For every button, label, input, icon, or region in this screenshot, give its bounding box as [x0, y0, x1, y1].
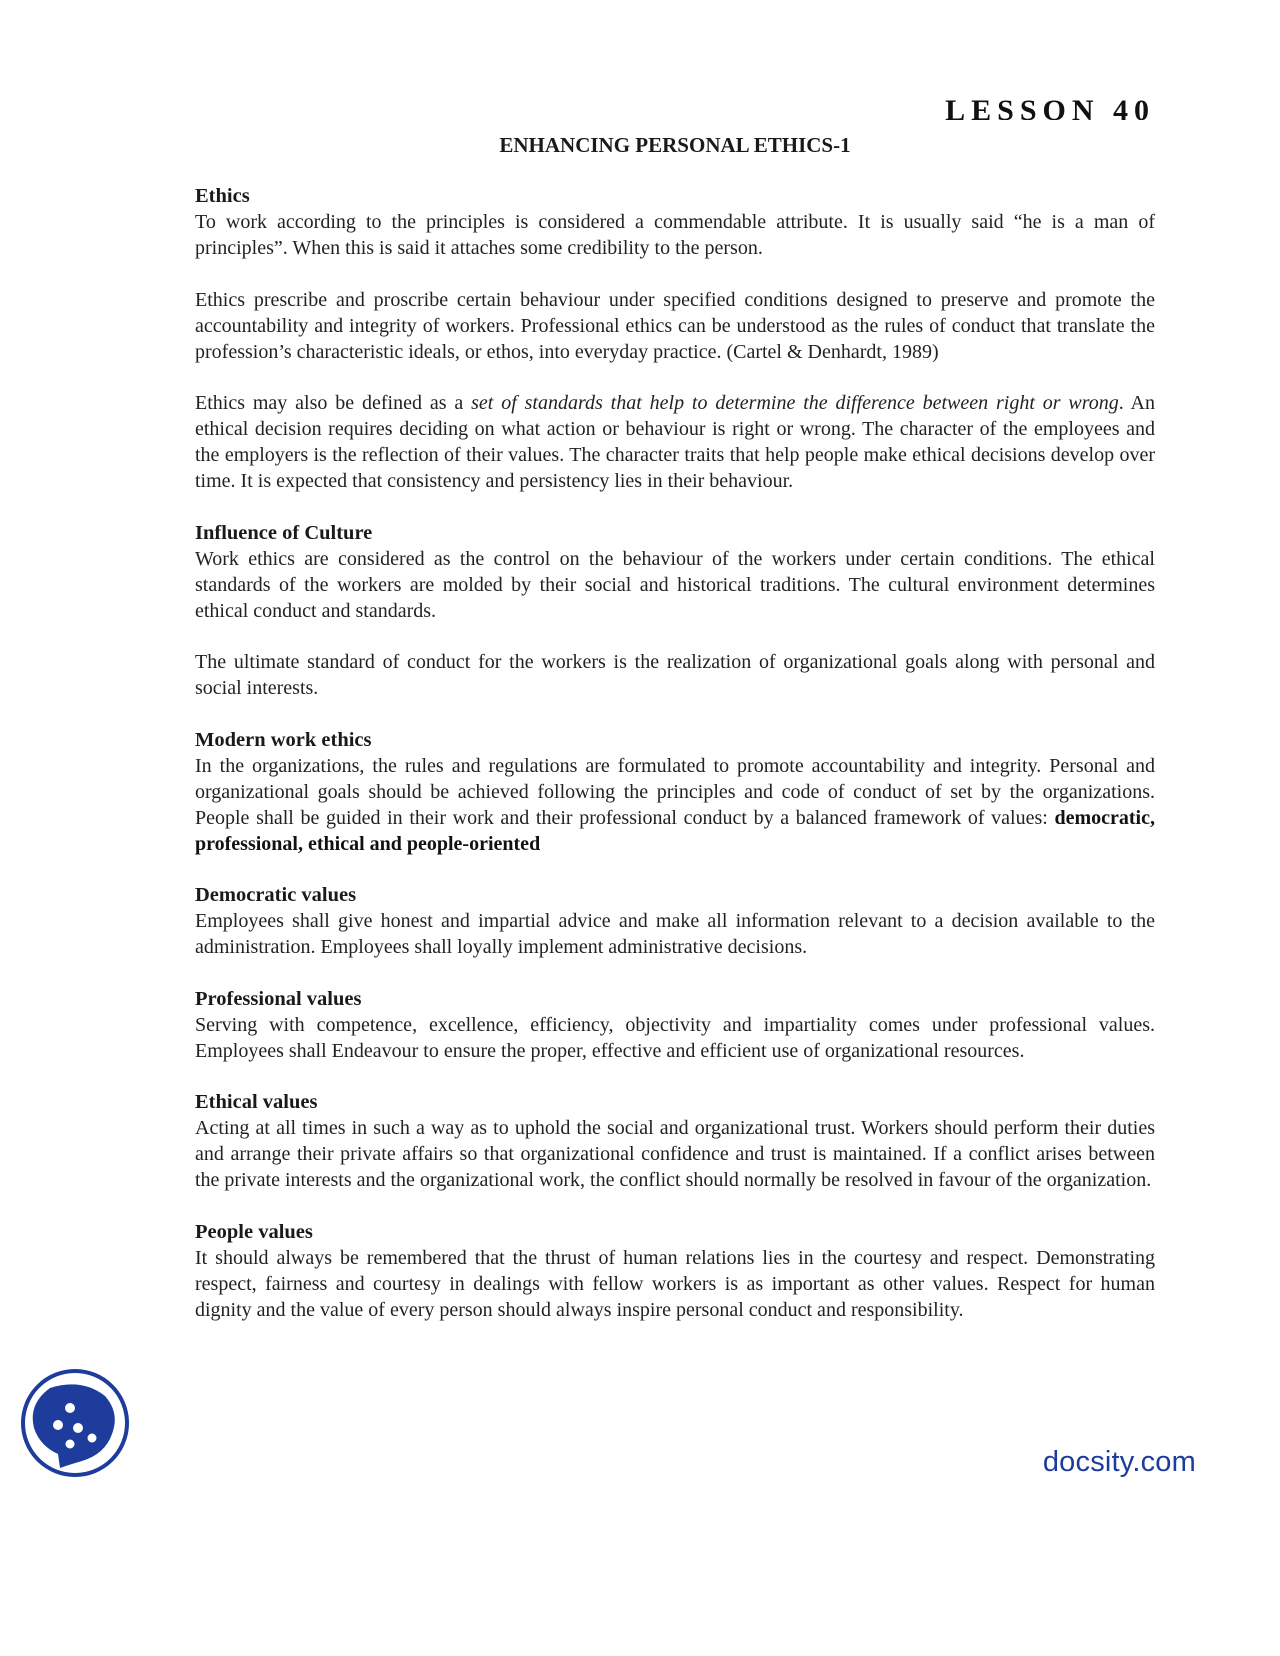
docsity-logo-icon[interactable] — [20, 1368, 130, 1478]
section-heading-democratic: Democratic values — [195, 884, 357, 906]
paragraph: Employees shall give honest and impartial advice and make all information relevant to a decision available to the administration. Employees shall loyally implement administrative decisions. — [195, 910, 1155, 958]
section-democratic — [195, 882, 1155, 960]
section-culture — [195, 520, 1155, 702]
paragraph: Acting at all times in such a way as to uphold the social and organizational trust. Workers should perform their duties and arrange their private affairs so that organizational confidence and trust is maintained. If a conflict arises between the private interests and the organizational work, the conflict should normally be resolved in favour of the organization. — [195, 1117, 1155, 1191]
section-heading-modern: Modern work ethics — [195, 728, 372, 751]
paragraph: To work according to the principles is considered a commendable attribute. It is usually said “he is a man of principles”. When this is said it attaches some credibility to the person. — [195, 211, 1155, 259]
paragraph: Work ethics are considered as the control on the behaviour of the workers under certain conditions. The ethical standards of the workers are molded by their social and historical traditions. The cultural environment determines ethical conduct and standards. — [195, 547, 1155, 622]
section-heading-ethics: Ethics — [195, 185, 250, 207]
paragraph: Ethics prescribe and proscribe certain behaviour under specified conditions designed to preserve and promote the accountability and integrity of workers. Professional ethics can be understood as the rules of conduct that translate the profession’s characteristic ideals, or ethos, into everyday practice. (Cartel & Denhardt, 1989) — [195, 288, 1155, 363]
section-heading-professional: Professional values — [195, 987, 362, 1010]
docsity-brand-link[interactable]: docsity.com — [1042, 1446, 1196, 1478]
section-heading-culture: Influence of Culture — [195, 521, 373, 544]
paragraph: The ultimate standard of conduct for the workers is the realization of organizational goals along with personal and social interests. — [195, 651, 1155, 699]
section-ethics — [195, 183, 1155, 494]
paragraph — [195, 753, 1155, 857]
paragraph-text: Ethics may also be defined as a — [195, 392, 472, 414]
section-heading-ethical: Ethical values — [195, 1091, 318, 1113]
document-title: ENHANCING PERSONAL ETHICS-1 — [499, 133, 851, 157]
document-body — [195, 183, 1155, 1323]
italic-definition: set of standards that help to determine the difference between right or wrong — [471, 392, 1119, 414]
section-modern — [195, 727, 1155, 857]
paragraph: Serving with competence, excellence, efficiency, objectivity and impartiality comes under professional values. Employees shall Endeavour to ensure the proper, effective and efficient use of organizational resources. — [195, 1013, 1155, 1062]
paragraph: It should always be remembered that the thrust of human relations lies in the courtesy and respect. Demonstrating respect, fairness and courtesy in dealings with fellow workers is as important as other values. Respect for human dignity and the value of every person should always inspire personal conduct and responsibility. — [195, 1246, 1155, 1321]
section-professional — [195, 986, 1155, 1064]
bold-values-list: democratic, professional, ethical and people-oriented — [195, 806, 1155, 855]
section-ethical — [195, 1089, 1155, 1193]
paragraph-text: . An ethical decision requires deciding on what action or behaviour is right or wrong. The character of the employees and the employers is the reflection of their values. The character traits that help people make ethical decisions develop over time. It is expected that consistency and persistency lies in their behaviour. — [195, 392, 1155, 492]
lesson-number-header: LESSON 40 — [945, 96, 1155, 120]
paragraph-text: In the organizations, the rules and regulations are formulated to promote accountability and integrity. Personal and organizational goals should be achieved following the principles and code of conduct of set by the organizations. People shall be guided in their work and their professional conduct by a balanced framework of values: — [195, 754, 1155, 829]
section-heading-people: People values — [195, 1220, 313, 1243]
docsity-logo-icon-svg — [20, 1368, 130, 1478]
section-people — [195, 1219, 1155, 1323]
paragraph — [195, 390, 1155, 494]
